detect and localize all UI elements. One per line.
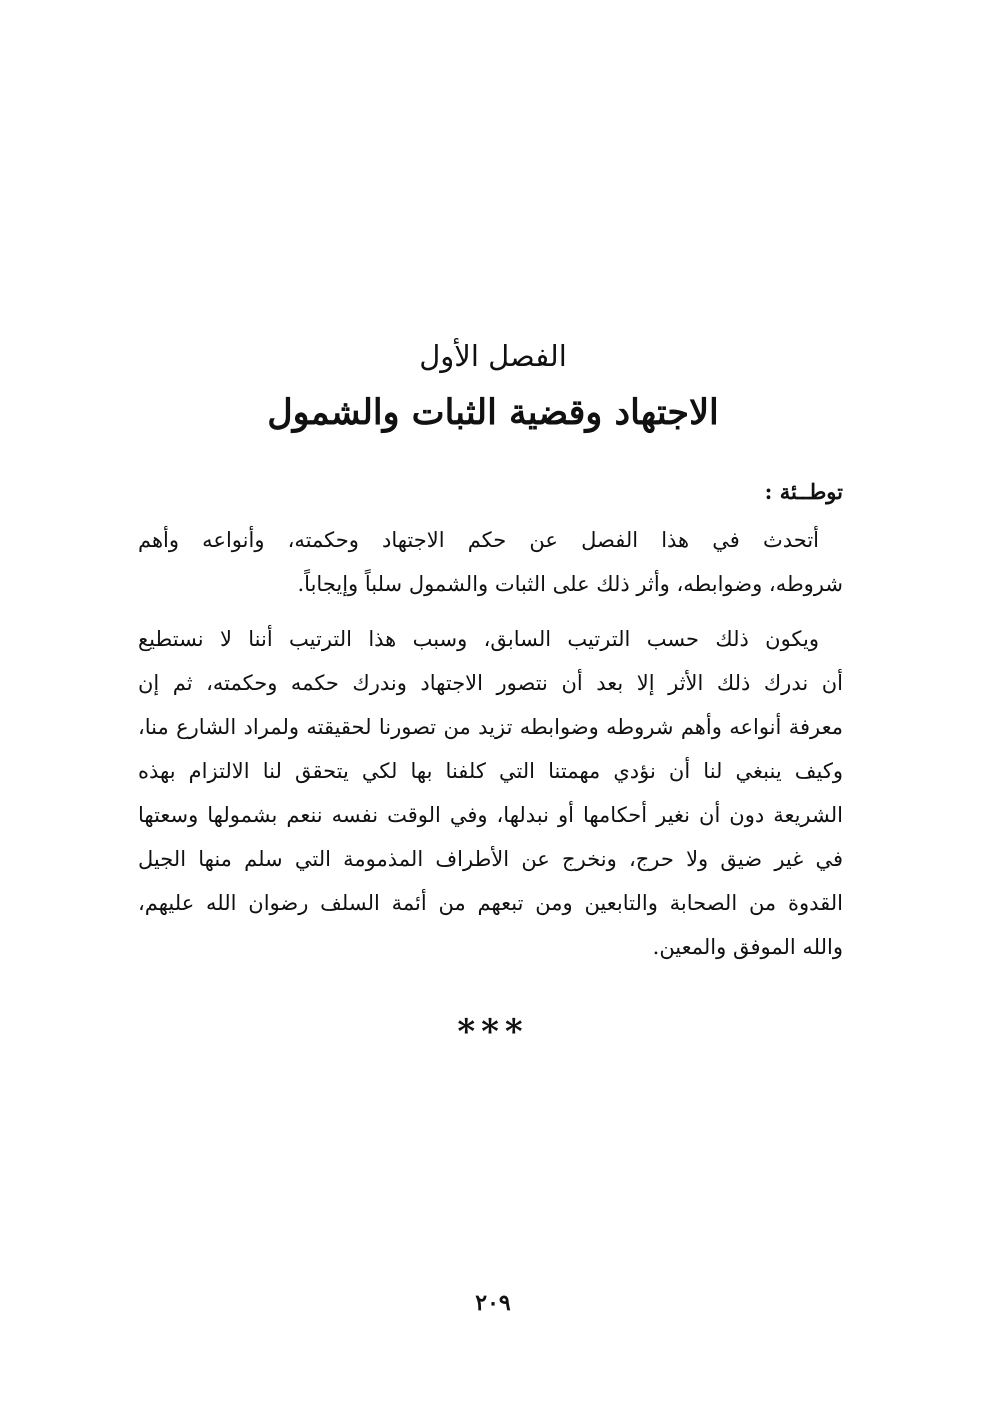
chapter-label: الفصل الأول <box>419 339 567 373</box>
paragraph-line: القدوة من الصحابة والتابعين ومن تبعهم من أئمة السلف رضوان الله عليهم، <box>138 891 843 915</box>
chapter-title: الاجتهاد وقضية الثبات والشمول <box>267 392 719 433</box>
paragraph-line: وكيف ينبغي لنا أن نؤدي مهمتنا التي كلفنا بها لكي يتحقق لنا الالتزام بهذه <box>138 759 843 783</box>
section-separator: *** <box>457 1012 529 1052</box>
paragraph-line: والله الموفق والمعين. <box>652 935 843 959</box>
intro-heading: توطــئة : <box>764 479 843 504</box>
paragraph-line: أتحدث في هذا الفصل عن حكم الاجتهاد وحكمته، وأنواعه وأهم <box>138 528 819 552</box>
paragraph-line: أن ندرك ذلك الأثر إلا بعد أن نتصور الاجتهاد وندرك حكمه وحكمته، ثم إن <box>138 671 843 695</box>
paragraph-line: شروطه، وضوابطه، وأثر ذلك على الثبات والشمول سلباً وإيجاباً. <box>297 572 843 596</box>
intro-paragraph-2 <box>138 617 843 969</box>
paragraph-line: ويكون ذلك حسب الترتيب السابق، وسبب هذا الترتيب أننا لا نستطيع <box>138 627 819 651</box>
paragraph-line: الشريعة دون أن نغير أحكامها أو نبدلها، وفي الوقت نفسه ننعم بشمولها وسعتها <box>138 803 843 827</box>
paragraph-line: في غير ضيق ولا حرج، ونخرج عن الأطراف المذمومة التي سلم منها الجيل <box>138 847 843 871</box>
intro-paragraph-1 <box>138 518 843 606</box>
paragraph-line: معرفة أنواعه وأهم شروطه وضوابطه تزيد من تصورنا لحقيقته ولمراد الشارع منا، <box>138 715 843 739</box>
page-number: ٢٠٩ <box>475 1290 511 1316</box>
